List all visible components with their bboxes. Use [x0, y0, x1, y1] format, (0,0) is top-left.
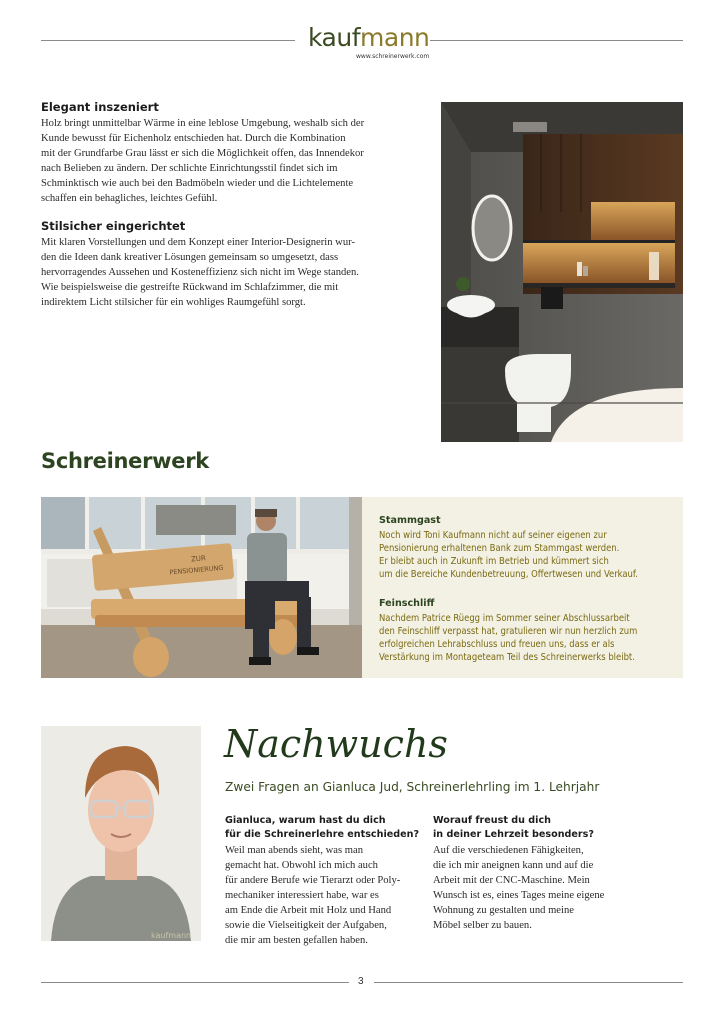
text-line: gemacht hat. Obwohl ich mich auch: [225, 860, 378, 871]
heading-feinschliff: Feinschliff: [379, 598, 435, 609]
text-line: in deiner Lehrzeit besonders?: [433, 829, 594, 840]
logo-word-mann: mann: [360, 23, 430, 52]
text-line: sowie die Vielseitigkeit der Aufgaben,: [225, 920, 387, 931]
text-line: Nachdem Patrice Rüegg im Sommer seiner Abschlussarbeit: [379, 613, 630, 624]
text-line: indirektem Licht stilsicher für ein wohliges Raumgefühl sorgt.: [41, 297, 306, 308]
nachwuchs-subtitle: Zwei Fragen an Gianluca Jud, Schreinerlehrling im 1. Lehrjahr: [225, 780, 600, 794]
text-line: Auf die verschiedenen Fähigkeiten,: [433, 845, 584, 856]
text-line: mechaniker interessiert habe, war es: [225, 890, 379, 901]
intro-paragraph-2: [41, 235, 421, 310]
text-line: hervorragendes Aussehen und Kosteneffizienz sich nicht im Wege standen.: [41, 267, 359, 278]
stammgast-text: [379, 529, 679, 581]
text-line: mit der Grundfarbe Grau lässt er sich die Möglichkeit offen, das Innendekor: [41, 148, 364, 159]
text-line: Schminktisch wie auch bei den Badmöbeln wieder und die Lichtelemente: [41, 178, 354, 189]
question-1: [225, 814, 419, 842]
logo-url: www.schreinerwerk.com: [356, 53, 430, 60]
text-line: Wie beispielsweise die gestreifte Rückwand im Schlafzimmer, die mit: [41, 282, 339, 293]
text-line: den Feinschliff verpasst hat, gratulieren wir nun herzlich zum: [379, 626, 638, 637]
footer-rule-left: [41, 982, 349, 983]
text-line: erfolgreichen Lehrabschluss und freuen uns, dass er als: [379, 639, 615, 650]
heading-stilsicher: Stilsicher eingerichtet: [41, 219, 186, 233]
text-line: Weil man abends sieht, was man: [225, 845, 364, 856]
heading-elegant: Elegant inszeniert: [41, 100, 159, 114]
text-line: nach Belieben zu ändern. Der schlichte Einrichtungsstil findet sich im: [41, 163, 338, 174]
kaufmann-logo: [308, 24, 428, 64]
text-line: Arbeit mit der CNC-Maschine. Mein: [433, 875, 590, 886]
text-line: am Ende die Arbeit mit Holz und Hand: [225, 905, 392, 916]
text-line: Worauf freust du dich: [433, 815, 551, 826]
section-title-nachwuchs: Nachwuchs: [224, 722, 448, 766]
footer-rule-right: [374, 982, 683, 983]
text-line: Gianluca, warum hast du dich: [225, 815, 386, 826]
header-rule-right: [430, 40, 683, 41]
bench-sign-line-1: ZUR: [190, 554, 207, 564]
bench-photo: [41, 497, 362, 678]
text-line: die mir am besten gefallen haben.: [225, 935, 368, 946]
intro-paragraph-1: [41, 116, 421, 206]
text-line: Wunsch ist es, eines Tages meine eigene: [433, 890, 605, 901]
heading-stammgast: Stammgast: [379, 515, 441, 526]
text-line: Noch wird Toni Kaufmann nicht auf seiner eigenen zur: [379, 530, 607, 541]
text-line: die ich mir aneignen kann und auf die: [433, 860, 594, 871]
text-line: Verstärkung im Montageteam Teil des Schreinerwerks bleibt.: [379, 652, 635, 663]
text-line: um die Bereiche Kundenbetreuung, Offertwesen und Verkauf.: [379, 569, 638, 580]
portrait-photo: [41, 726, 201, 941]
text-line: für die Schreinerlehre entschieden?: [225, 829, 420, 840]
text-line: Kunde bewusst für Eichenholz entschieden hat. Durch die Kombination: [41, 133, 346, 144]
bench-sign-line-2: PENSIONIERUNG: [169, 563, 224, 577]
text-line: schaffen ein behagliches, leichtes Gefühl.: [41, 193, 218, 204]
text-line: Holz bringt unmittelbar Wärme in eine leblose Umgebung, weshalb sich der: [41, 118, 365, 129]
text-line: Pensionierung erhaltenen Bank zum Stammgast werden.: [379, 543, 620, 554]
header-rule-left: [41, 40, 295, 41]
logo-word-kauf: kauf: [308, 23, 361, 52]
text-line: Mit klaren Vorstellungen und dem Konzept einer Interior-Designerin wur-: [41, 237, 355, 248]
bathroom-photo: [441, 102, 683, 442]
text-line: Wohnung zu gestalten und meine: [433, 905, 574, 916]
text-line: für andere Berufe wie Tierarzt oder Poly-: [225, 875, 401, 886]
question-2: [433, 814, 594, 842]
text-line: Möbel selber zu bauen.: [433, 920, 532, 931]
page-number: 3: [358, 976, 364, 987]
section-title-schreinerwerk: Schreinerwerk: [41, 449, 209, 473]
text-line: Er bleibt auch in Zukunft im Betrieb und kümmert sich: [379, 556, 609, 567]
answer-1: [225, 843, 425, 948]
text-line: den die Ideen dank kreativer Lösungen gemeinsam so umgesetzt, dass: [41, 252, 339, 263]
feinschliff-text: [379, 612, 679, 664]
answer-2: [433, 843, 643, 933]
shirt-logo: kaufmann: [151, 931, 192, 940]
